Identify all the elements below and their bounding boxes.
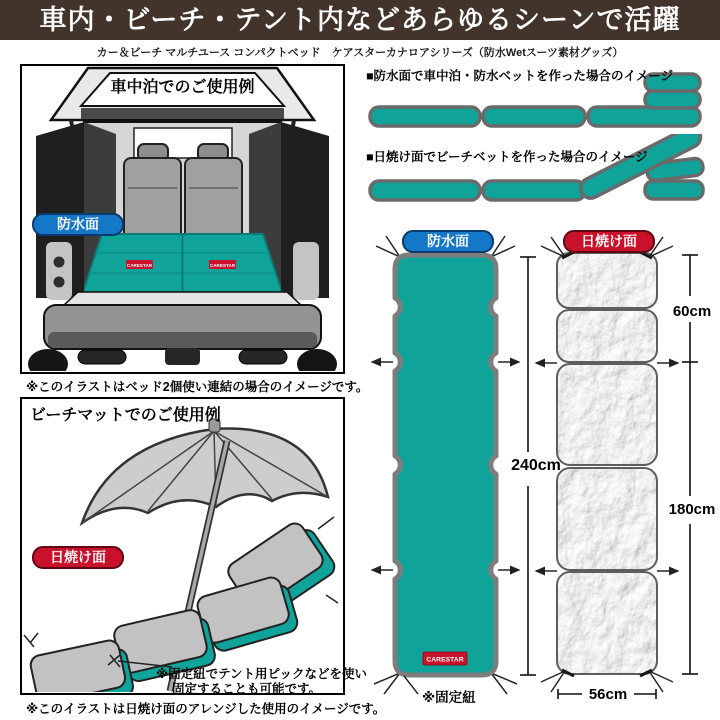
dim-body-section: 180cm	[668, 501, 716, 518]
wheel-right	[297, 349, 337, 371]
hitch	[165, 348, 200, 365]
sunburn-face-label: 日焼け面	[563, 230, 655, 253]
dim-pillow-section: 60cm	[672, 303, 712, 320]
product-subtitle: カー＆ビーチ マルチユース コンパクトベッド ケアスターカナロアシリーズ（防水Wetスーツ素材グッズ）	[96, 47, 624, 59]
dim-width: 56cm	[588, 686, 628, 703]
sunburn-face-label: 日焼け面	[32, 546, 124, 569]
rear-sill	[63, 292, 302, 306]
strap-note: ※固定紐	[422, 690, 476, 705]
waterproof-layout-heading: ■防水面で車中泊・防水ベットを作った場合のイメージ	[366, 69, 674, 83]
brand-tag-text: CARESTAR	[126, 262, 153, 268]
banner-title: 車内・ビーチ・テント内などあらゆるシーンで活躍	[0, 0, 720, 40]
beach-usage-title: ビーチマットでのご使用例	[30, 407, 221, 424]
sunburn-layout-heading: ■日焼け面でビーチベットを作った場合のイメージ	[366, 150, 648, 164]
product-diagram	[360, 224, 720, 716]
beach-usage-caption: ※このイラストは日焼け面のアレンジした使用のイメージです。	[26, 702, 386, 716]
exhaust-right	[239, 350, 287, 364]
beach-note-line2: 固定することも可能です。	[172, 682, 322, 696]
exhaust-left	[78, 350, 126, 364]
wheel-left	[28, 349, 68, 371]
dim-total-length: 240cm	[511, 457, 561, 474]
brand-tag-text: CARESTAR	[209, 262, 236, 268]
waterproof-mat	[395, 255, 496, 675]
car-usage-caption: ※このイラストはベッド2個使い連結の場合のイメージです。	[26, 380, 369, 394]
car-usage-title: 車中泊でのご使用例	[110, 79, 255, 96]
seatback-left	[124, 158, 181, 244]
brand-tag-text: CARESTAR	[426, 656, 464, 664]
waterproof-face-label: 防水面	[32, 213, 124, 236]
beach-note-line1: ※固定紐でテント用ピックなどを使い	[156, 667, 368, 681]
beach-bed-profile	[363, 134, 715, 210]
sunburn-mat	[557, 253, 657, 674]
seatback-right	[185, 158, 242, 244]
waterproof-face-label: 防水面	[402, 230, 494, 253]
